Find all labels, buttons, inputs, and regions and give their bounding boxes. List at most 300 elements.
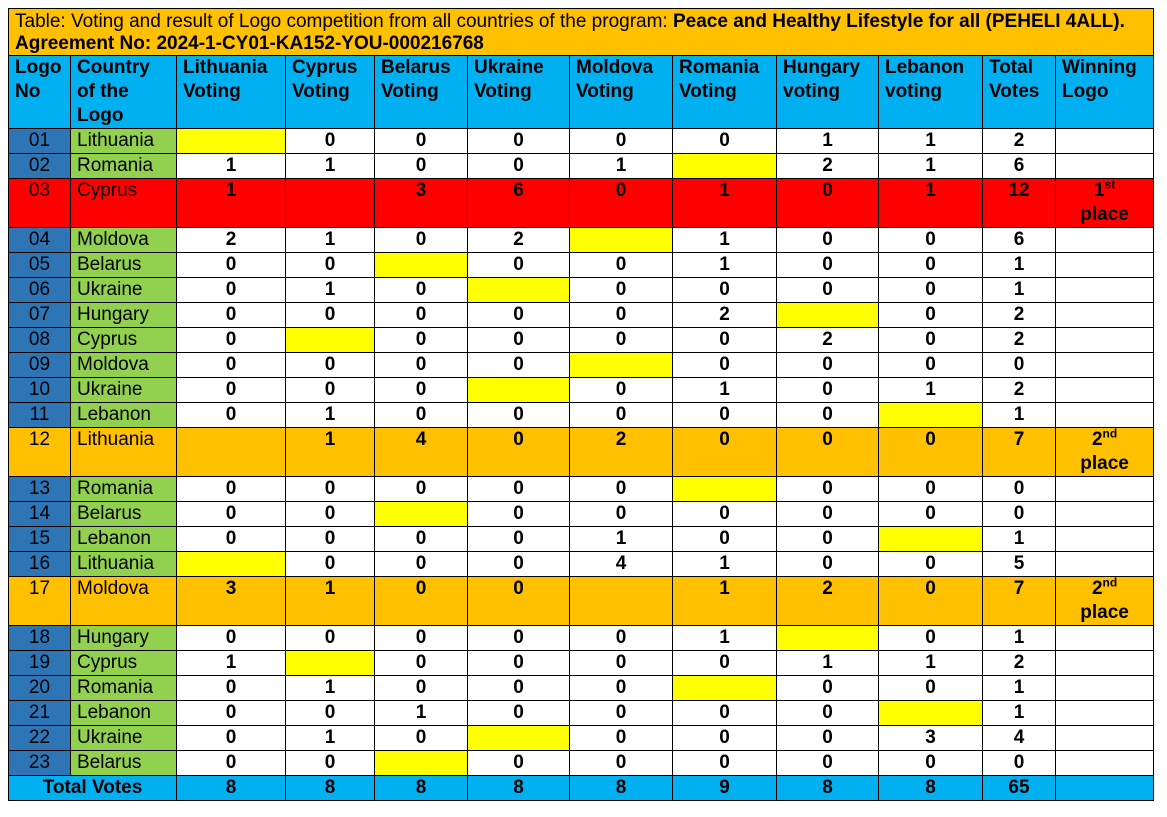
- vote-cell: 0: [468, 552, 570, 577]
- vote-cell: 0: [375, 353, 468, 378]
- vote-cell: 1: [879, 179, 983, 228]
- logo-number-cell: 22: [9, 726, 71, 751]
- vote-cell: 0: [468, 527, 570, 552]
- table-title-prefix: Table: Voting and result of Logo competition from all countries of the program:: [15, 11, 673, 32]
- total-votes-cell: 6: [983, 154, 1056, 179]
- total-cell: 8: [468, 776, 570, 801]
- winning-logo-cell: [1056, 701, 1154, 726]
- country-cell: Hungary: [71, 303, 177, 328]
- vote-cell: 0: [468, 303, 570, 328]
- vote-cell: 0: [468, 154, 570, 179]
- total-votes-cell: 2: [983, 328, 1056, 353]
- logo-row: [9, 651, 1154, 676]
- country-cell: Belarus: [71, 253, 177, 278]
- vote-cell: 0: [177, 303, 286, 328]
- logo-number-cell: 12: [9, 428, 71, 477]
- vote-cell: 0: [286, 502, 375, 527]
- vote-cell: 0: [879, 278, 983, 303]
- vote-cell: 0: [777, 278, 879, 303]
- own-country-cell: [570, 228, 673, 253]
- country-cell: Moldova: [71, 353, 177, 378]
- vote-cell: 0: [286, 353, 375, 378]
- total-votes-cell: 5: [983, 552, 1056, 577]
- vote-cell: 0: [177, 378, 286, 403]
- own-country-cell: [375, 751, 468, 776]
- logo-number-cell: 17: [9, 577, 71, 626]
- vote-cell: 0: [570, 328, 673, 353]
- own-country-cell: [375, 502, 468, 527]
- logo-row: [9, 577, 1154, 626]
- vote-cell: 0: [673, 701, 777, 726]
- country-cell: Belarus: [71, 502, 177, 527]
- vote-cell: 0: [286, 527, 375, 552]
- vote-cell: 1: [177, 179, 286, 228]
- vote-cell: 1: [286, 726, 375, 751]
- vote-cell: 0: [570, 502, 673, 527]
- vote-cell: 0: [468, 502, 570, 527]
- vote-cell: 1: [673, 228, 777, 253]
- vote-cell: 0: [286, 129, 375, 154]
- vote-cell: 1: [673, 626, 777, 651]
- total-votes-cell: 0: [983, 477, 1056, 502]
- table-title-bold: Peace and Healthy Lifestyle for all (PEHELI 4ALL). Agreement No: 2024-1-CY01-KA152-YOU-000216768: [15, 11, 1125, 54]
- header-logo-no: Logo No: [9, 56, 71, 129]
- winning-logo-cell: [1056, 154, 1154, 179]
- country-cell: Cyprus: [71, 328, 177, 353]
- header-moldova-voting: Moldova Voting: [570, 56, 673, 129]
- own-country-cell: [468, 278, 570, 303]
- own-country-cell: [879, 403, 983, 428]
- vote-cell: 0: [375, 552, 468, 577]
- header-country: Country of the Logo: [71, 56, 177, 129]
- vote-cell: 1: [879, 651, 983, 676]
- own-country-cell: [177, 129, 286, 154]
- vote-cell: 0: [777, 527, 879, 552]
- logo-row: [9, 552, 1154, 577]
- logo-row: [9, 502, 1154, 527]
- header-belarus-voting: Belarus Voting: [375, 56, 468, 129]
- total-votes-cell: 1: [983, 278, 1056, 303]
- country-cell: Lebanon: [71, 527, 177, 552]
- total-cell: 8: [375, 776, 468, 801]
- country-cell: Moldova: [71, 228, 177, 253]
- winning-logo-cell: [1056, 303, 1154, 328]
- header-romania-voting: Romania Voting: [673, 56, 777, 129]
- country-cell: Romania: [71, 676, 177, 701]
- vote-cell: 0: [177, 701, 286, 726]
- country-cell: Moldova: [71, 577, 177, 626]
- vote-cell: 0: [673, 751, 777, 776]
- place-rank: 2: [1091, 429, 1103, 450]
- vote-cell: 0: [468, 353, 570, 378]
- total-votes-cell: 2: [983, 129, 1056, 154]
- vote-cell: 0: [375, 676, 468, 701]
- vote-cell: 3: [177, 577, 286, 626]
- vote-cell: 0: [375, 577, 468, 626]
- logo-row: [9, 527, 1154, 552]
- vote-cell: 0: [777, 403, 879, 428]
- vote-cell: 1: [177, 154, 286, 179]
- header-lithuania-voting: Lithuania Voting: [177, 56, 286, 129]
- logo-number-cell: 01: [9, 129, 71, 154]
- own-country-cell: [375, 253, 468, 278]
- vote-cell: 0: [777, 253, 879, 278]
- winning-logo-cell: [1056, 577, 1154, 626]
- logo-row: [9, 428, 1154, 477]
- vote-cell: 0: [570, 378, 673, 403]
- vote-cell: 0: [570, 676, 673, 701]
- logo-number-cell: 15: [9, 527, 71, 552]
- vote-cell: 2: [777, 328, 879, 353]
- header-winning-logo: Winning Logo: [1056, 56, 1154, 129]
- logo-number-cell: 06: [9, 278, 71, 303]
- vote-cell: 0: [286, 552, 375, 577]
- vote-cell: 1: [286, 428, 375, 477]
- vote-cell: 0: [375, 378, 468, 403]
- vote-cell: 0: [177, 278, 286, 303]
- own-country-cell: [286, 328, 375, 353]
- logo-row: [9, 403, 1154, 428]
- winning-logo-cell: [1056, 651, 1154, 676]
- vote-cell: 1: [570, 527, 673, 552]
- logo-number-cell: 20: [9, 676, 71, 701]
- vote-cell: 0: [468, 626, 570, 651]
- total-votes-cell: 2: [983, 378, 1056, 403]
- total-votes-cell: 1: [983, 527, 1056, 552]
- vote-cell: 0: [673, 353, 777, 378]
- logo-row: [9, 154, 1154, 179]
- vote-cell: 0: [673, 502, 777, 527]
- vote-cell: 0: [673, 278, 777, 303]
- country-cell: Cyprus: [71, 651, 177, 676]
- vote-cell: 2: [777, 154, 879, 179]
- own-country-cell: [777, 626, 879, 651]
- vote-cell: 0: [375, 403, 468, 428]
- vote-cell: 0: [879, 502, 983, 527]
- vote-cell: 0: [375, 328, 468, 353]
- vote-cell: 0: [879, 626, 983, 651]
- vote-cell: 1: [570, 154, 673, 179]
- logo-row: [9, 303, 1154, 328]
- vote-cell: 0: [286, 253, 375, 278]
- vote-cell: 0: [570, 403, 673, 428]
- vote-cell: 0: [879, 228, 983, 253]
- winning-logo-cell: [1056, 726, 1154, 751]
- vote-cell: 0: [177, 527, 286, 552]
- place-rank: 2: [1091, 578, 1103, 599]
- vote-cell: 0: [879, 253, 983, 278]
- winning-logo-cell: [1056, 253, 1154, 278]
- total-cell: 8: [879, 776, 983, 801]
- vote-cell: 1: [879, 378, 983, 403]
- winning-logo-cell: [1056, 129, 1154, 154]
- vote-cell: 1: [375, 701, 468, 726]
- logo-row: [9, 676, 1154, 701]
- vote-cell: 0: [879, 477, 983, 502]
- country-cell: Belarus: [71, 751, 177, 776]
- vote-cell: 0: [570, 701, 673, 726]
- vote-cell: 0: [570, 626, 673, 651]
- vote-cell: 0: [777, 353, 879, 378]
- header-total-votes: Total Votes: [983, 56, 1056, 129]
- vote-cell: 0: [879, 428, 983, 477]
- vote-cell: 0: [177, 477, 286, 502]
- vote-cell: 0: [375, 726, 468, 751]
- country-cell: Lebanon: [71, 403, 177, 428]
- total-votes-cell: 1: [983, 626, 1056, 651]
- vote-cell: 0: [468, 253, 570, 278]
- logo-row: [9, 477, 1154, 502]
- total-votes-cell: 0: [983, 751, 1056, 776]
- vote-cell: 1: [879, 129, 983, 154]
- vote-cell: 0: [570, 651, 673, 676]
- vote-cell: 1: [673, 253, 777, 278]
- vote-cell: 6: [468, 179, 570, 228]
- vote-cell: 0: [375, 278, 468, 303]
- vote-cell: 2: [570, 428, 673, 477]
- voting-results-table: [8, 8, 1154, 801]
- winning-logo-cell: [1056, 751, 1154, 776]
- country-cell: Lithuania: [71, 129, 177, 154]
- header-cyprus-voting: Cyprus Voting: [286, 56, 375, 129]
- vote-cell: 0: [879, 328, 983, 353]
- logo-row: [9, 626, 1154, 651]
- vote-cell: 0: [777, 477, 879, 502]
- vote-cell: 4: [570, 552, 673, 577]
- vote-cell: 0: [570, 179, 673, 228]
- vote-cell: [570, 577, 673, 626]
- vote-cell: 0: [177, 328, 286, 353]
- winning-logo-cell: [1056, 676, 1154, 701]
- own-country-cell: [468, 726, 570, 751]
- logo-number-cell: 18: [9, 626, 71, 651]
- country-cell: Lithuania: [71, 428, 177, 477]
- vote-cell: 1: [879, 154, 983, 179]
- country-cell: Lithuania: [71, 552, 177, 577]
- country-cell: Ukraine: [71, 278, 177, 303]
- total-cell: 9: [673, 776, 777, 801]
- vote-cell: 0: [375, 527, 468, 552]
- own-country-cell: [777, 303, 879, 328]
- vote-cell: 0: [777, 228, 879, 253]
- vote-cell: 3: [879, 726, 983, 751]
- logo-number-cell: 23: [9, 751, 71, 776]
- winning-logo-cell: [1056, 477, 1154, 502]
- logo-number-cell: 19: [9, 651, 71, 676]
- vote-cell: 0: [570, 751, 673, 776]
- vote-cell: 0: [673, 651, 777, 676]
- vote-cell: 0: [777, 179, 879, 228]
- vote-cell: 0: [286, 378, 375, 403]
- own-country-cell: [673, 477, 777, 502]
- vote-cell: 2: [777, 577, 879, 626]
- vote-cell: 0: [570, 477, 673, 502]
- vote-cell: 0: [468, 577, 570, 626]
- vote-cell: 0: [375, 477, 468, 502]
- vote-cell: 0: [777, 502, 879, 527]
- vote-cell: 0: [177, 353, 286, 378]
- logo-row: [9, 278, 1154, 303]
- total-votes-cell: 0: [983, 353, 1056, 378]
- vote-cell: 1: [673, 552, 777, 577]
- vote-cell: 1: [673, 378, 777, 403]
- vote-cell: 0: [468, 751, 570, 776]
- vote-cell: 0: [879, 577, 983, 626]
- own-country-cell: [286, 651, 375, 676]
- vote-cell: 1: [286, 278, 375, 303]
- vote-cell: 2: [177, 228, 286, 253]
- vote-cell: 0: [468, 701, 570, 726]
- voting-table-container: [8, 8, 1153, 801]
- vote-cell: 0: [286, 303, 375, 328]
- own-country-cell: [673, 154, 777, 179]
- total-votes-cell: 12: [983, 179, 1056, 228]
- place-suffix: st: [1104, 177, 1116, 192]
- vote-cell: 0: [673, 428, 777, 477]
- logo-row: [9, 353, 1154, 378]
- vote-cell: 0: [177, 676, 286, 701]
- vote-cell: 0: [777, 552, 879, 577]
- header-hungary-voting: Hungary voting: [777, 56, 879, 129]
- vote-cell: 0: [468, 403, 570, 428]
- own-country-cell: [879, 701, 983, 726]
- vote-cell: 0: [177, 403, 286, 428]
- total-votes-cell: 1: [983, 701, 1056, 726]
- vote-cell: 0: [375, 228, 468, 253]
- place-label: place: [1080, 602, 1129, 623]
- winning-logo-cell: [1056, 552, 1154, 577]
- vote-cell: 2: [673, 303, 777, 328]
- own-country-cell: [570, 353, 673, 378]
- vote-cell: 0: [375, 626, 468, 651]
- winning-logo-cell: [1056, 179, 1154, 228]
- vote-cell: 0: [177, 626, 286, 651]
- vote-cell: 0: [570, 129, 673, 154]
- winning-logo-cell: [1056, 502, 1154, 527]
- logo-row: [9, 328, 1154, 353]
- vote-cell: 0: [286, 477, 375, 502]
- vote-cell: 0: [673, 527, 777, 552]
- vote-cell: 0: [570, 303, 673, 328]
- vote-cell: 0: [177, 253, 286, 278]
- vote-cell: 1: [286, 228, 375, 253]
- winning-logo-cell: [1056, 403, 1154, 428]
- total-cell: 8: [177, 776, 286, 801]
- winning-logo-cell: [1056, 428, 1154, 477]
- total-votes-row: [9, 776, 1154, 801]
- total-cell: 8: [777, 776, 879, 801]
- vote-cell: 0: [570, 253, 673, 278]
- vote-cell: 0: [468, 328, 570, 353]
- winning-logo-cell: [1056, 527, 1154, 552]
- vote-cell: 0: [673, 403, 777, 428]
- country-cell: Romania: [71, 154, 177, 179]
- total-votes-cell: 4: [983, 726, 1056, 751]
- vote-cell: 0: [879, 751, 983, 776]
- own-country-cell: [177, 552, 286, 577]
- vote-cell: 0: [375, 651, 468, 676]
- vote-cell: 4: [375, 428, 468, 477]
- logo-number-cell: 08: [9, 328, 71, 353]
- vote-cell: 0: [468, 129, 570, 154]
- logo-row: [9, 751, 1154, 776]
- vote-cell: 1: [286, 403, 375, 428]
- logo-row: [9, 129, 1154, 154]
- vote-cell: 0: [879, 353, 983, 378]
- logo-number-cell: 14: [9, 502, 71, 527]
- vote-cell: 1: [777, 129, 879, 154]
- logo-number-cell: 21: [9, 701, 71, 726]
- logo-number-cell: 11: [9, 403, 71, 428]
- vote-cell: 0: [375, 129, 468, 154]
- winning-logo-cell: [1056, 378, 1154, 403]
- logo-row: [9, 378, 1154, 403]
- vote-cell: 0: [177, 751, 286, 776]
- own-country-cell: [468, 378, 570, 403]
- country-cell: Lebanon: [71, 701, 177, 726]
- total-votes-cell: 0: [983, 502, 1056, 527]
- own-country-cell: [879, 527, 983, 552]
- vote-cell: 0: [177, 502, 286, 527]
- header-ukraine-voting: Ukraine Voting: [468, 56, 570, 129]
- winning-logo-cell: [1056, 353, 1154, 378]
- total-votes-cell: 2: [983, 651, 1056, 676]
- total-votes-cell: 1: [983, 676, 1056, 701]
- logo-row: [9, 253, 1154, 278]
- vote-cell: 3: [375, 179, 468, 228]
- table-title: [9, 9, 1154, 56]
- vote-cell: 1: [286, 676, 375, 701]
- vote-cell: 0: [879, 303, 983, 328]
- country-cell: Ukraine: [71, 726, 177, 751]
- vote-cell: 0: [777, 751, 879, 776]
- header-lebanon-voting: Lebanon voting: [879, 56, 983, 129]
- logo-number-cell: 16: [9, 552, 71, 577]
- country-cell: Cyprus: [71, 179, 177, 228]
- vote-cell: 0: [375, 303, 468, 328]
- logo-number-cell: 05: [9, 253, 71, 278]
- vote-cell: 0: [777, 428, 879, 477]
- winning-logo-cell: [1056, 626, 1154, 651]
- logo-row: [9, 179, 1154, 228]
- header-row: [9, 56, 1154, 129]
- total-winning-cell: [1056, 776, 1154, 801]
- vote-cell: [286, 179, 375, 228]
- vote-cell: 0: [286, 751, 375, 776]
- vote-cell: 0: [468, 428, 570, 477]
- vote-cell: 0: [177, 726, 286, 751]
- place-suffix: nd: [1102, 426, 1118, 441]
- total-votes-cell: 7: [983, 577, 1056, 626]
- logo-number-cell: 10: [9, 378, 71, 403]
- winning-logo-cell: [1056, 328, 1154, 353]
- total-votes-label: Total Votes: [9, 776, 177, 801]
- logo-row: [9, 228, 1154, 253]
- total-cell: 8: [286, 776, 375, 801]
- vote-cell: 1: [286, 577, 375, 626]
- table-body: [9, 129, 1154, 776]
- logo-number-cell: 09: [9, 353, 71, 378]
- vote-cell: 0: [673, 328, 777, 353]
- logo-row: [9, 726, 1154, 751]
- country-cell: Ukraine: [71, 378, 177, 403]
- vote-cell: 0: [375, 154, 468, 179]
- vote-cell: 0: [777, 726, 879, 751]
- logo-row: [9, 701, 1154, 726]
- vote-cell: 0: [286, 626, 375, 651]
- own-country-cell: [673, 676, 777, 701]
- vote-cell: 0: [777, 378, 879, 403]
